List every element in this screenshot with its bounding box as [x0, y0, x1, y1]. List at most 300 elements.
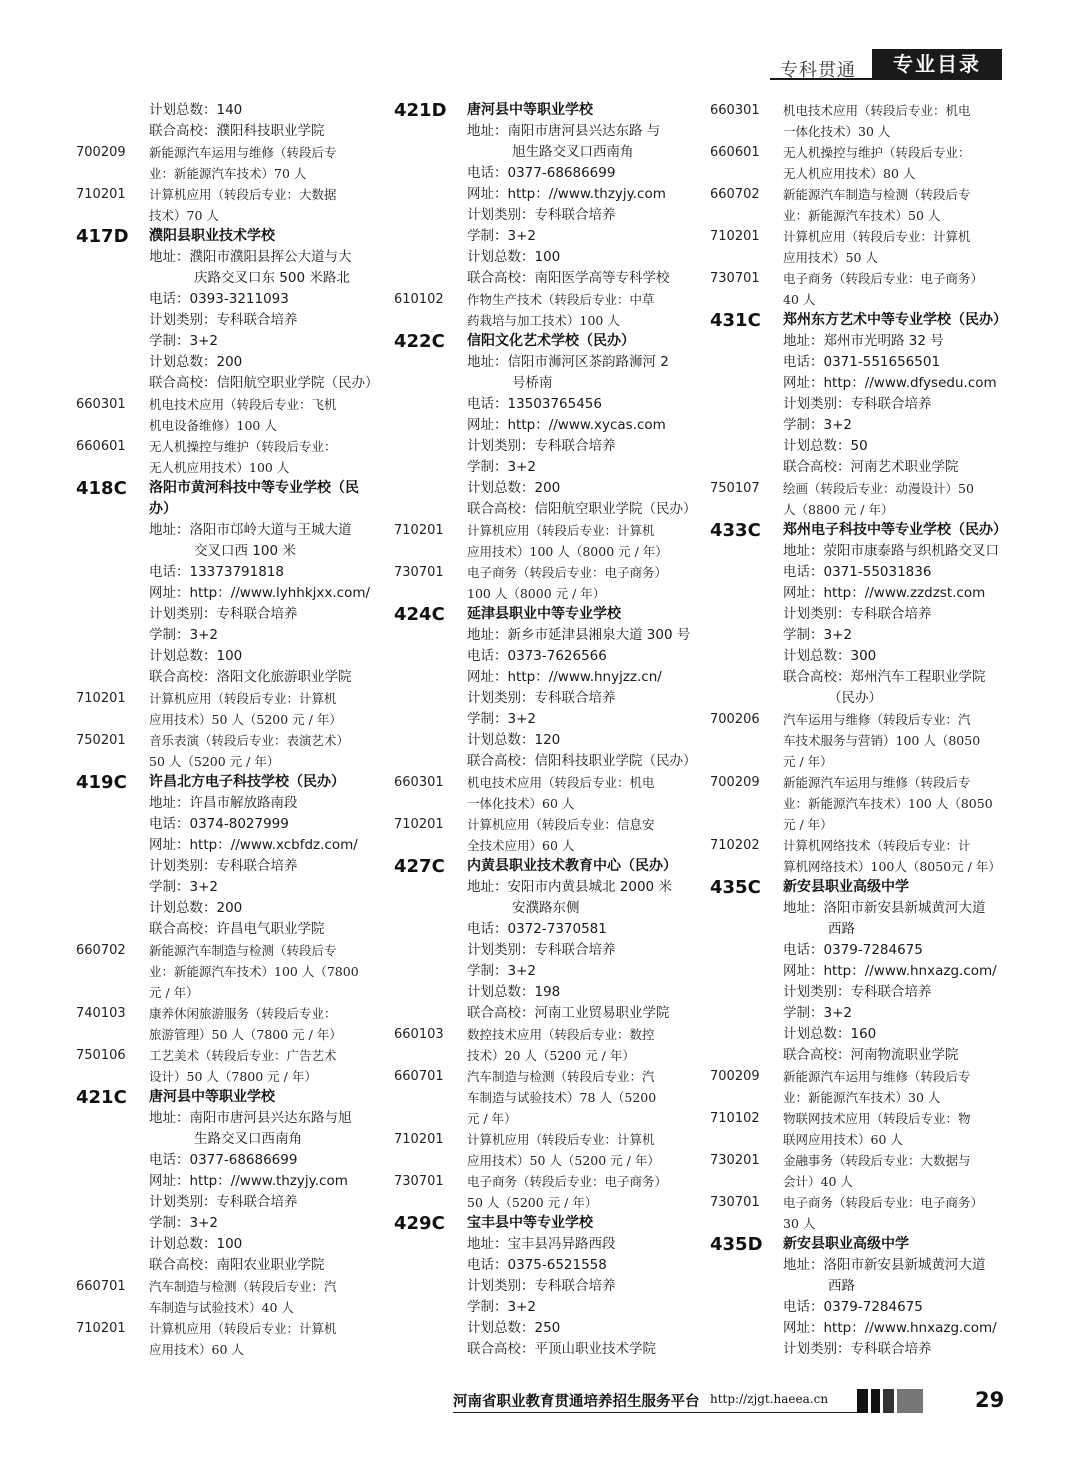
major-code: 710201	[394, 523, 444, 538]
info-line: 地址：许昌市解放路南段	[149, 795, 298, 811]
school-name: 内黄县职业技术教育中心（民办）	[467, 858, 677, 874]
major-entry	[710, 1192, 1010, 1234]
info-line: 电话：13503765456	[467, 396, 602, 412]
major-code: 750107	[710, 481, 760, 496]
school-entry	[76, 772, 376, 940]
entry-body	[783, 100, 1010, 142]
entry-body	[783, 142, 1010, 184]
major-description: 技术）20 人（5200 元 / 年）	[467, 1048, 635, 1063]
entry-body	[783, 184, 1010, 226]
school-entry	[710, 520, 1010, 709]
major-code: 660702	[710, 187, 760, 202]
entry-body	[467, 520, 694, 562]
entry-body	[467, 1066, 694, 1129]
info-line: 网址：http：//www.lyhhkjxx.com/	[149, 585, 371, 601]
major-description: 元 / 年）	[149, 985, 199, 1000]
entry-body	[467, 562, 694, 604]
school-code: 435D	[710, 1234, 763, 1255]
major-code: 730701	[394, 1174, 444, 1189]
major-entry	[76, 436, 376, 478]
info-line: 学制：3+2	[467, 963, 536, 979]
info-line: 计划类别：专科联合培养	[467, 942, 616, 958]
major-code: 660301	[710, 103, 760, 118]
header-title-box: 专业目录	[872, 49, 1002, 80]
major-description: 康养休闲旅游服务（转段后专业：	[149, 1006, 337, 1021]
major-entry	[710, 268, 1010, 310]
major-code: 700209	[76, 145, 126, 160]
info-line: 联合高校：南阳农业职业学院	[149, 1257, 325, 1273]
info-line: 地址：信阳市浉河区茶韵路浉河 2	[467, 354, 669, 370]
major-code: 660701	[394, 1069, 444, 1084]
footer-rule	[453, 1412, 857, 1413]
school-entry	[76, 1087, 376, 1276]
major-entry	[76, 730, 376, 772]
major-entry	[710, 709, 1010, 772]
major-description: 计算机应用（转段后专业：大数据	[149, 187, 337, 202]
entry-body	[467, 1171, 694, 1213]
info-line: 学制：3+2	[149, 1215, 218, 1231]
info-line: 地址：洛阳市新安县新城黄河大道	[783, 900, 986, 916]
major-entry	[710, 100, 1010, 142]
school-entry	[76, 100, 376, 142]
entry-body	[149, 436, 376, 478]
info-line: 电话：0375-6521558	[467, 1257, 607, 1273]
info-line: 计划总数：160	[783, 1026, 877, 1042]
major-description: 应用技术）60 人	[149, 1342, 244, 1357]
major-description: 药栽培与加工技术）100 人	[467, 313, 620, 328]
entry-body	[149, 1003, 376, 1045]
info-line: 计划类别：专科联合培养	[783, 396, 932, 412]
major-entry	[710, 478, 1010, 520]
major-code: 730701	[710, 271, 760, 286]
major-entry	[710, 1150, 1010, 1192]
info-line: 计划类别：专科联合培养	[467, 690, 616, 706]
major-description: 电子商务（转段后专业：电子商务）	[783, 1195, 984, 1210]
major-description: 应用技术）50 人	[783, 250, 878, 265]
info-line: 计划总数：200	[149, 354, 243, 370]
major-entry	[394, 772, 694, 814]
entry-body	[783, 478, 1010, 520]
school-name: 洛阳市黄河科技中等专业学校（民办）	[149, 480, 359, 517]
footer-url: http://zjgt.haeea.cn	[710, 1392, 829, 1406]
major-code: 730201	[710, 1153, 760, 1168]
major-entry	[394, 1066, 694, 1129]
major-description: 50 人（5200 元 / 年）	[149, 754, 280, 769]
major-entry	[710, 184, 1010, 226]
major-description: 计算机应用（转段后专业：计算机	[467, 523, 655, 538]
major-entry	[76, 940, 376, 1003]
major-code: 710201	[394, 1132, 444, 1147]
info-line-continued: 西路	[828, 921, 855, 937]
info-line: 电话：0377-68686699	[149, 1152, 298, 1168]
info-line: 地址：洛阳市邙岭大道与王城大道	[149, 522, 352, 538]
column-3	[710, 100, 1010, 1360]
info-line: 计划类别：专科联合培养	[149, 858, 298, 874]
major-entry	[710, 835, 1010, 877]
major-description: 机电技术应用（转段后专业：飞机	[149, 397, 337, 412]
entry-body	[783, 772, 1010, 835]
info-line: 电话：0372-7370581	[467, 921, 607, 937]
major-code: 710201	[394, 817, 444, 832]
major-code: 710201	[76, 187, 126, 202]
major-description: 40 人	[783, 292, 816, 307]
info-line: 计划总数：198	[467, 984, 561, 1000]
info-line: 电话：0393-3211093	[149, 291, 289, 307]
major-description: 电子商务（转段后专业：电子商务）	[467, 565, 668, 580]
info-line: 联合高校：河南工业贸易职业学院	[467, 1005, 670, 1021]
entry-body	[783, 1108, 1010, 1150]
entry-body	[783, 520, 1010, 709]
major-description: 新能源汽车运用与维修（转段后专	[783, 1069, 971, 1084]
school-name: 宝丰县中等专业学校	[467, 1215, 593, 1231]
entry-body	[149, 100, 376, 142]
major-description: 无人机应用技术）80 人	[783, 166, 916, 181]
info-line: 地址：安阳市内黄县城北 2000 米	[467, 879, 672, 895]
major-description: 无人机操控与维护（转段后专业：	[149, 439, 337, 454]
major-description: 绘画（转段后专业：动漫设计）50	[783, 481, 974, 496]
major-description: 业：新能源汽车技术）100 人（7800	[149, 964, 359, 979]
info-line: 计划总数：100	[149, 1236, 243, 1252]
school-code: 433C	[710, 520, 761, 541]
school-entry	[394, 331, 697, 520]
school-entry	[394, 1213, 694, 1360]
info-line: 学制：3+2	[467, 1299, 536, 1315]
info-line: 联合高校：河南艺术职业学院	[783, 459, 959, 475]
entry-body	[149, 1045, 376, 1087]
info-line-continued: 西路	[828, 1278, 855, 1294]
info-line: 计划类别：专科联合培养	[783, 606, 932, 622]
entry-body	[783, 1066, 1010, 1108]
info-line: 联合高校：河南物流职业学院	[783, 1047, 959, 1063]
major-description: 机电技术应用（转段后专业：机电	[467, 775, 655, 790]
info-line: 电话：0379-7284675	[783, 1299, 923, 1315]
info-line: 计划总数：250	[467, 1320, 561, 1336]
major-description: 一体化技术）30 人	[783, 124, 891, 139]
school-name: 信阳文化艺术学校（民办）	[467, 333, 635, 349]
info-line: 计划类别：专科联合培养	[783, 1341, 932, 1357]
info-line: 联合高校：信阳航空职业学院（民办）	[467, 501, 697, 517]
info-line: 地址：郑州市光明路 32 号	[783, 333, 944, 349]
info-line: 地址：南阳市唐河县兴达东路与旭	[149, 1110, 352, 1126]
school-name: 郑州东方艺术中等专业学校（民办）	[783, 312, 1007, 328]
info-line: 电话：13373791818	[149, 564, 284, 580]
major-description: 计算机网络技术（转段后专业：计	[783, 838, 971, 853]
major-description: 元 / 年）	[783, 754, 833, 769]
major-description: 计算机应用（转段后专业：计算机	[149, 1321, 337, 1336]
school-name: 许昌北方电子科技学校（民办）	[149, 774, 345, 790]
major-description: 30 人	[783, 1216, 816, 1231]
entry-body	[467, 1129, 694, 1171]
school-entry	[394, 100, 694, 289]
entry-body	[783, 709, 1010, 772]
major-description: 业：新能源汽车技术）100 人（8050	[783, 796, 993, 811]
info-line: 计划总数：100	[149, 648, 243, 664]
info-line: 计划类别：专科联合培养	[149, 1194, 298, 1210]
entry-body	[783, 835, 1010, 877]
entry-body	[149, 688, 376, 730]
info-line-continued: 庆路交叉口东 500 米路北	[194, 270, 350, 286]
school-code: 418C	[76, 478, 127, 499]
info-line: 联合高校：许昌电气职业学院	[149, 921, 325, 937]
info-line: 计划总数：100	[467, 249, 561, 265]
entry-body	[149, 772, 376, 940]
entry-body	[149, 1276, 376, 1318]
major-entry	[394, 562, 694, 604]
info-line: 网址：http：//www.thzyjy.com	[149, 1173, 348, 1189]
info-line: 计划类别：专科联合培养	[149, 606, 298, 622]
school-name: 延津县职业中等专业学校	[467, 606, 621, 622]
school-entry	[710, 310, 1010, 478]
major-code: 710201	[76, 691, 126, 706]
school-name: 唐河县中等职业学校	[149, 1089, 275, 1105]
school-code: 427C	[394, 856, 445, 877]
info-line: 电话：0374-8027999	[149, 816, 289, 832]
school-name: 新安县职业高级中学	[783, 879, 909, 895]
info-line: 地址：新乡市延津县湘泉大道 300 号	[467, 627, 691, 643]
major-code: 710102	[710, 1111, 760, 1126]
major-description: 业：新能源汽车技术）50 人	[783, 208, 941, 223]
school-code: 429C	[394, 1213, 445, 1234]
entry-body	[467, 814, 694, 856]
major-code: 710201	[76, 1321, 126, 1336]
major-description: 金融事务（转段后专业：大数据与	[783, 1153, 971, 1168]
major-description: 100 人（8000 元 / 年）	[467, 586, 606, 601]
major-description: 计算机应用（转段后专业：计算机	[467, 1132, 655, 1147]
info-line: 学制：3+2	[783, 1005, 852, 1021]
info-line: 学制：3+2	[783, 417, 852, 433]
entry-body	[149, 226, 379, 394]
info-line: 学制：3+2	[783, 627, 852, 643]
entry-body	[149, 184, 376, 226]
entry-body	[467, 289, 694, 331]
major-entry	[76, 184, 376, 226]
entry-body	[149, 478, 376, 688]
info-line: 计划总数：200	[149, 900, 243, 916]
school-entry	[76, 478, 376, 688]
school-code: 421C	[76, 1087, 127, 1108]
school-entry	[76, 226, 379, 394]
major-code: 660601	[76, 439, 126, 454]
major-description: 全技术应用）60 人	[467, 838, 575, 853]
major-code: 710202	[710, 838, 760, 853]
info-line: 计划类别：专科联合培养	[783, 984, 932, 1000]
info-line: 计划类别：专科联合培养	[149, 312, 298, 328]
info-line: 计划总数：300	[783, 648, 877, 664]
school-entry	[394, 604, 697, 772]
info-line-continued: （民办）	[828, 690, 882, 706]
info-line: 网址：http：//www.xcbfdz.com/	[149, 837, 358, 853]
major-code: 660702	[76, 943, 126, 958]
info-line: 电话：0373-7626566	[467, 648, 607, 664]
info-line: 地址：宝丰县冯异路西段	[467, 1236, 616, 1252]
info-line: 联合高校：平顶山职业技术学院	[467, 1341, 656, 1357]
info-line: 电话：0371-551656501	[783, 354, 941, 370]
major-entry	[76, 142, 376, 184]
info-line: 地址：洛阳市新安县新城黄河大道	[783, 1257, 986, 1273]
info-line-continued: 号桥南	[512, 375, 553, 391]
entry-body	[467, 100, 694, 289]
major-description: 计算机应用（转段后专业：计算机	[149, 691, 337, 706]
major-description: 车制造与试验技术）78 人（5200	[467, 1090, 657, 1105]
major-code: 660601	[710, 145, 760, 160]
major-description: 机电技术应用（转段后专业：机电	[783, 103, 971, 118]
major-description: 新能源汽车运用与维修（转段后专	[149, 145, 337, 160]
major-description: 元 / 年）	[783, 817, 833, 832]
major-code: 660701	[76, 1279, 126, 1294]
major-description: 设计）50 人（7800 元 / 年）	[149, 1069, 317, 1084]
info-line: 联合高校：濮阳科技职业学院	[149, 123, 325, 139]
info-line: 学制：3+2	[149, 333, 218, 349]
info-line: 联合高校：信阳航空职业学院（民办）	[149, 375, 379, 391]
school-code: 421D	[394, 100, 447, 121]
info-line: 计划总数：200	[467, 480, 561, 496]
major-entry	[394, 1024, 694, 1066]
info-line: 网址：http：//www.xycas.com	[467, 417, 666, 433]
major-description: 无人机应用技术）100 人	[149, 460, 290, 475]
school-code: 419C	[76, 772, 127, 793]
major-description: 电子商务（转段后专业：电子商务）	[783, 271, 984, 286]
entry-body	[467, 1024, 694, 1066]
school-code: 424C	[394, 604, 445, 625]
header-section-label: 专科贯通	[780, 60, 856, 81]
major-code: 750201	[76, 733, 126, 748]
major-entry	[76, 394, 376, 436]
entry-body	[149, 1318, 376, 1360]
info-line: 网址：http：//www.hnxazg.com/	[783, 963, 997, 979]
major-description: 工艺美术（转段后专业：广告艺术	[149, 1048, 337, 1063]
major-description: 机电设备维修）100 人	[149, 418, 277, 433]
major-description: 应用技术）50 人（5200 元 / 年）	[149, 712, 342, 727]
major-description: 联网应用技术）60 人	[783, 1132, 903, 1147]
entry-body	[149, 142, 376, 184]
major-description: 计算机应用（转段后专业：信息安	[467, 817, 655, 832]
major-entry	[76, 1045, 376, 1087]
major-code: 740103	[76, 1006, 126, 1021]
entry-body	[783, 1192, 1010, 1234]
entry-body	[149, 730, 376, 772]
major-description: 新能源汽车制造与检测（转段后专	[149, 943, 337, 958]
major-description: 50 人（5200 元 / 年）	[467, 1195, 598, 1210]
info-line: 网址：http：//www.zzdzst.com	[783, 585, 986, 601]
major-description: 计算机应用（转段后专业：计算机	[783, 229, 971, 244]
school-code: 435C	[710, 877, 761, 898]
major-entry	[710, 142, 1010, 184]
info-line: 学制：3+2	[467, 711, 536, 727]
info-line: 计划总数：50	[783, 438, 868, 454]
major-description: 人（8800 元 / 年）	[783, 502, 894, 517]
major-entry	[76, 1276, 376, 1318]
major-description: 算机网络技术）100人（8050元 / 年）	[783, 859, 1001, 874]
entry-body	[783, 877, 1010, 1066]
entry-body	[783, 268, 1010, 310]
major-description: 元 / 年）	[467, 1111, 517, 1126]
info-line: 网址：http：//www.dfysedu.com	[783, 375, 997, 391]
school-name: 濮阳县职业技术学校	[149, 228, 275, 244]
major-description: 会计）40 人	[783, 1174, 853, 1189]
school-code: 417D	[76, 226, 129, 247]
entry-body	[783, 310, 1010, 478]
major-description: 车制造与试验技术）40 人	[149, 1300, 294, 1315]
footer-title: 河南省职业教育贯通培养招生服务平台	[453, 1393, 700, 1410]
major-description: 汽车制造与检测（转段后专业：汽	[467, 1069, 655, 1084]
major-description: 业：新能源汽车技术）30 人	[783, 1090, 941, 1105]
major-description: 物联网技术应用（转段后专业：物	[783, 1111, 971, 1126]
major-description: 音乐表演（转段后专业：表演艺术）	[149, 733, 350, 748]
major-description: 业：新能源汽车技术）70 人	[149, 166, 307, 181]
major-code: 700209	[710, 1069, 760, 1084]
major-code: 700206	[710, 712, 760, 727]
major-description: 汽车制造与检测（转段后专业：汽	[149, 1279, 337, 1294]
info-line: 地址：荥阳市康泰路与织机路交叉口	[783, 543, 999, 559]
major-entry	[76, 688, 376, 730]
info-line: 学制：3+2	[467, 228, 536, 244]
info-line: 计划类别：专科联合培养	[467, 438, 616, 454]
entry-body	[467, 1213, 694, 1360]
info-line: 网址：http：//www.thzyjy.com	[467, 186, 666, 202]
major-entry	[710, 1066, 1010, 1108]
info-line: 计划总数：120	[467, 732, 561, 748]
entry-body	[783, 226, 1010, 268]
major-entry	[710, 772, 1010, 835]
major-description: 旅游管理）50 人（7800 元 / 年）	[149, 1027, 342, 1042]
major-code: 730701	[710, 1195, 760, 1210]
major-code: 750106	[76, 1048, 126, 1063]
info-line: 地址：南阳市唐河县兴达东路 与	[467, 123, 661, 139]
major-code: 610102	[394, 292, 444, 307]
major-entry	[76, 1318, 376, 1360]
info-line: 联合高校：洛阳文化旅游职业学院	[149, 669, 352, 685]
info-line: 计划类别：专科联合培养	[467, 207, 616, 223]
page-number: 29	[975, 1388, 1005, 1412]
info-line: 学制：3+2	[467, 459, 536, 475]
info-line: 计划总数：140	[149, 102, 243, 118]
major-description: 数控技术应用（转段后专业：数控	[467, 1027, 655, 1042]
school-code: 431C	[710, 310, 761, 331]
school-entry	[710, 1234, 1010, 1360]
school-name: 唐河县中等职业学校	[467, 102, 593, 118]
major-description: 一体化技术）60 人	[467, 796, 575, 811]
major-entry	[394, 289, 694, 331]
entry-body	[467, 856, 694, 1024]
school-name: 新安县职业高级中学	[783, 1236, 909, 1252]
major-entry	[710, 1108, 1010, 1150]
info-line: 联合高校：南阳医学高等专科学校	[467, 270, 670, 286]
school-entry	[710, 877, 1010, 1066]
column-2	[394, 100, 697, 1360]
entry-body	[467, 772, 694, 814]
major-description: 车技术服务与营销）100 人（8050	[783, 733, 981, 748]
info-line: 地址：濮阳市濮阳县挥公大道与大	[149, 249, 352, 265]
entry-body	[149, 940, 376, 1003]
major-description: 应用技术）50 人（5200 元 / 年）	[467, 1153, 660, 1168]
school-code: 422C	[394, 331, 445, 352]
info-line: 电话：0377-68686699	[467, 165, 616, 181]
info-line: 网址：http：//www.hnyjzz.cn/	[467, 669, 662, 685]
entry-body	[783, 1234, 1010, 1360]
info-line: 联合高校：信阳科技职业学院（民办）	[467, 753, 697, 769]
major-code: 700209	[710, 775, 760, 790]
major-code: 660301	[394, 775, 444, 790]
major-entry	[394, 814, 694, 856]
info-line-continued: 交叉口西 100 米	[194, 543, 296, 559]
major-entry	[76, 1003, 376, 1045]
info-line-continued: 旭生路交叉口西南角	[512, 144, 634, 160]
info-line: 网址：http：//www.hnxazg.com/	[783, 1320, 997, 1336]
column-1	[76, 100, 379, 1360]
school-entry	[394, 856, 694, 1024]
major-description: 汽车运用与维修（转段后专业：汽	[783, 712, 971, 727]
entry-body	[783, 1150, 1010, 1192]
